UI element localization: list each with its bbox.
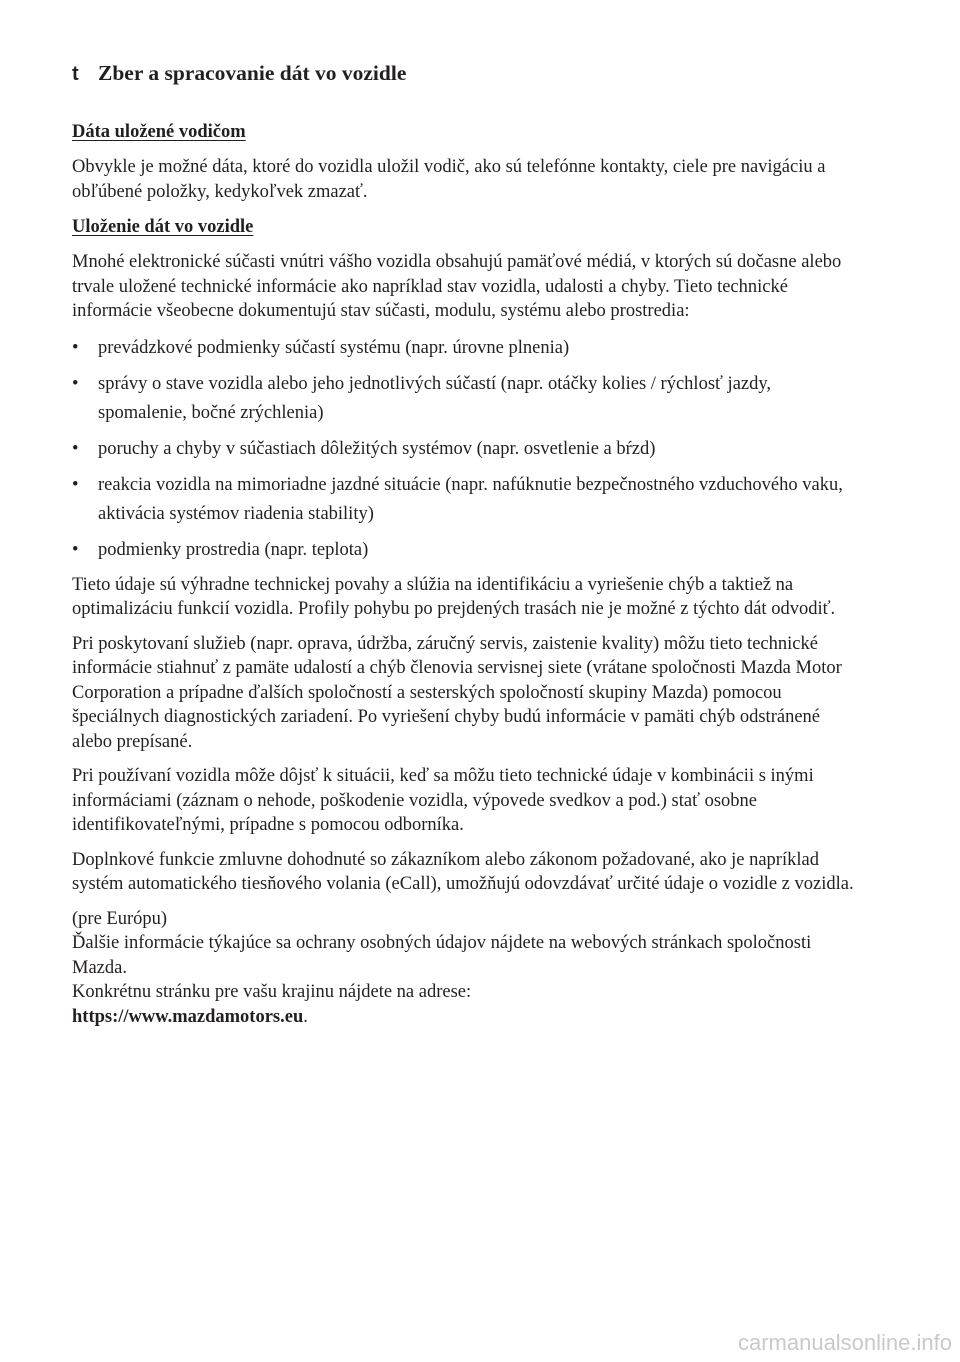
europe-privacy-note bbox=[72, 907, 862, 1030]
list-item-text: poruchy a chyby v súčastiach dôležitých systémov (napr. osvetlenie a bŕzd) bbox=[98, 438, 656, 459]
list-item bbox=[72, 435, 862, 464]
technical-nature-paragraph: Tieto údaje sú výhradne technickej povahy a slúžia na identifikáciu a vyriešenie chýb a taktiež na optimalizáciu funkcií vozidla. Profily pohybu po prejdených trasách nie je možné z týchto dát odvodiť. bbox=[72, 574, 836, 619]
privacy-info-text: Ďalšie informácie týkajúce sa ochrany osobných údajov nájdete na webových stránkach spoločnosti Mazda. bbox=[72, 933, 812, 978]
bullet-icon: • bbox=[72, 438, 79, 459]
section-heading-vehicle-storage: Uloženie dát vo vozidle bbox=[72, 217, 254, 237]
list-item bbox=[72, 370, 862, 428]
service-download-paragraph: Pri poskytovaní služieb (napr. oprava, údržba, záručný servis, zaistenie kvality) môžu tieto technické informácie stiahnuť z pamäte udalostí a chýb členovia servisnej siete (vrátane spoločnosti Mazda Motor Corporation a prípadne ďalších spoločností a sesterských spoločností skupiny Mazda) pomocou špeciálnych diagnostických zariadení. Po vyriešení chyby budú informácie v pamäti chýb odstránené alebo prepísané. bbox=[72, 633, 842, 752]
section-marker: t bbox=[72, 63, 79, 85]
region-label: (pre Európu) bbox=[72, 908, 168, 929]
bullet-icon: • bbox=[72, 474, 79, 495]
additional-functions-paragraph: Doplnkové funkcie zmluvne dohodnuté so zákazníkom alebo zákonom požadované, ako je napríklad systém automatického tiesňového volania (eCall), umožňujú odovzdávať určité údaje o vozidle z vozidla. bbox=[72, 849, 854, 894]
identifiability-paragraph: Pri používaní vozidla môže dôjsť k situácii, keď sa môžu tieto technické údaje v kombinácii s inými informáciami (záznam o nehode, poškodenie vozidla, výpovede svedkov a pod.) stať osobne identifikovateľnými, prípadne s pomocou odborníka. bbox=[72, 766, 814, 835]
bullet-icon: • bbox=[72, 373, 79, 394]
page-title-text: Zber a spracovanie dát vo vozidle bbox=[98, 61, 407, 85]
list-item-text: prevádzkové podmienky súčastí systému (napr. úrovne plnenia) bbox=[98, 337, 570, 358]
bullet-icon: • bbox=[72, 337, 79, 358]
country-page-text: Konkrétnu stránku pre vašu krajinu nájdete na adrese: bbox=[72, 982, 472, 1002]
mazda-website-link[interactable]: https://www.mazdamotors.eu bbox=[72, 1006, 304, 1027]
page-title bbox=[72, 58, 862, 89]
list-item bbox=[72, 536, 862, 565]
url-period: . bbox=[303, 1006, 308, 1027]
manual-page bbox=[72, 58, 862, 1029]
list-item-text: správy o stave vozidla alebo jeho jednotlivých súčastí (napr. otáčky kolies / rýchlosť jazdy, spomalenie, bočné zrýchlenia) bbox=[98, 373, 772, 423]
section-driver-data bbox=[72, 119, 862, 204]
bullet-icon: • bbox=[72, 539, 79, 560]
list-item bbox=[72, 334, 862, 363]
stored-data-list bbox=[72, 334, 862, 565]
driver-data-paragraph: Obvykle je možné dáta, ktoré do vozidla uložil vodič, ako sú telefónne kontakty, ciele pre navigáciu a obľúbené položky, kedykoľvek zmazať. bbox=[72, 157, 826, 202]
list-item-text: reakcia vozidla na mimoriadne jazdné situácie (napr. nafúknutie bezpečnostného vzduchového vaku, aktivácia systémov riadenia stability) bbox=[98, 474, 843, 524]
section-heading-driver-data: Dáta uložené vodičom bbox=[72, 122, 246, 142]
vehicle-storage-intro: Mnohé elektronické súčasti vnútri vášho vozidla obsahujú pamäťové médiá, v ktorých sú dočasne alebo trvale uložené technické informácie ako napríklad stav vozidla, udalosti a chyby. Tieto technické informácie všeobecne dokumentujú stav súčasti, modulu, systému alebo prostredia: bbox=[72, 252, 842, 321]
url-line bbox=[72, 1005, 862, 1030]
list-item-text: podmienky prostredia (napr. teplota) bbox=[98, 539, 369, 560]
section-vehicle-storage bbox=[72, 214, 862, 897]
watermark: carmanualsonline.info bbox=[737, 1330, 952, 1355]
list-item bbox=[72, 471, 862, 529]
